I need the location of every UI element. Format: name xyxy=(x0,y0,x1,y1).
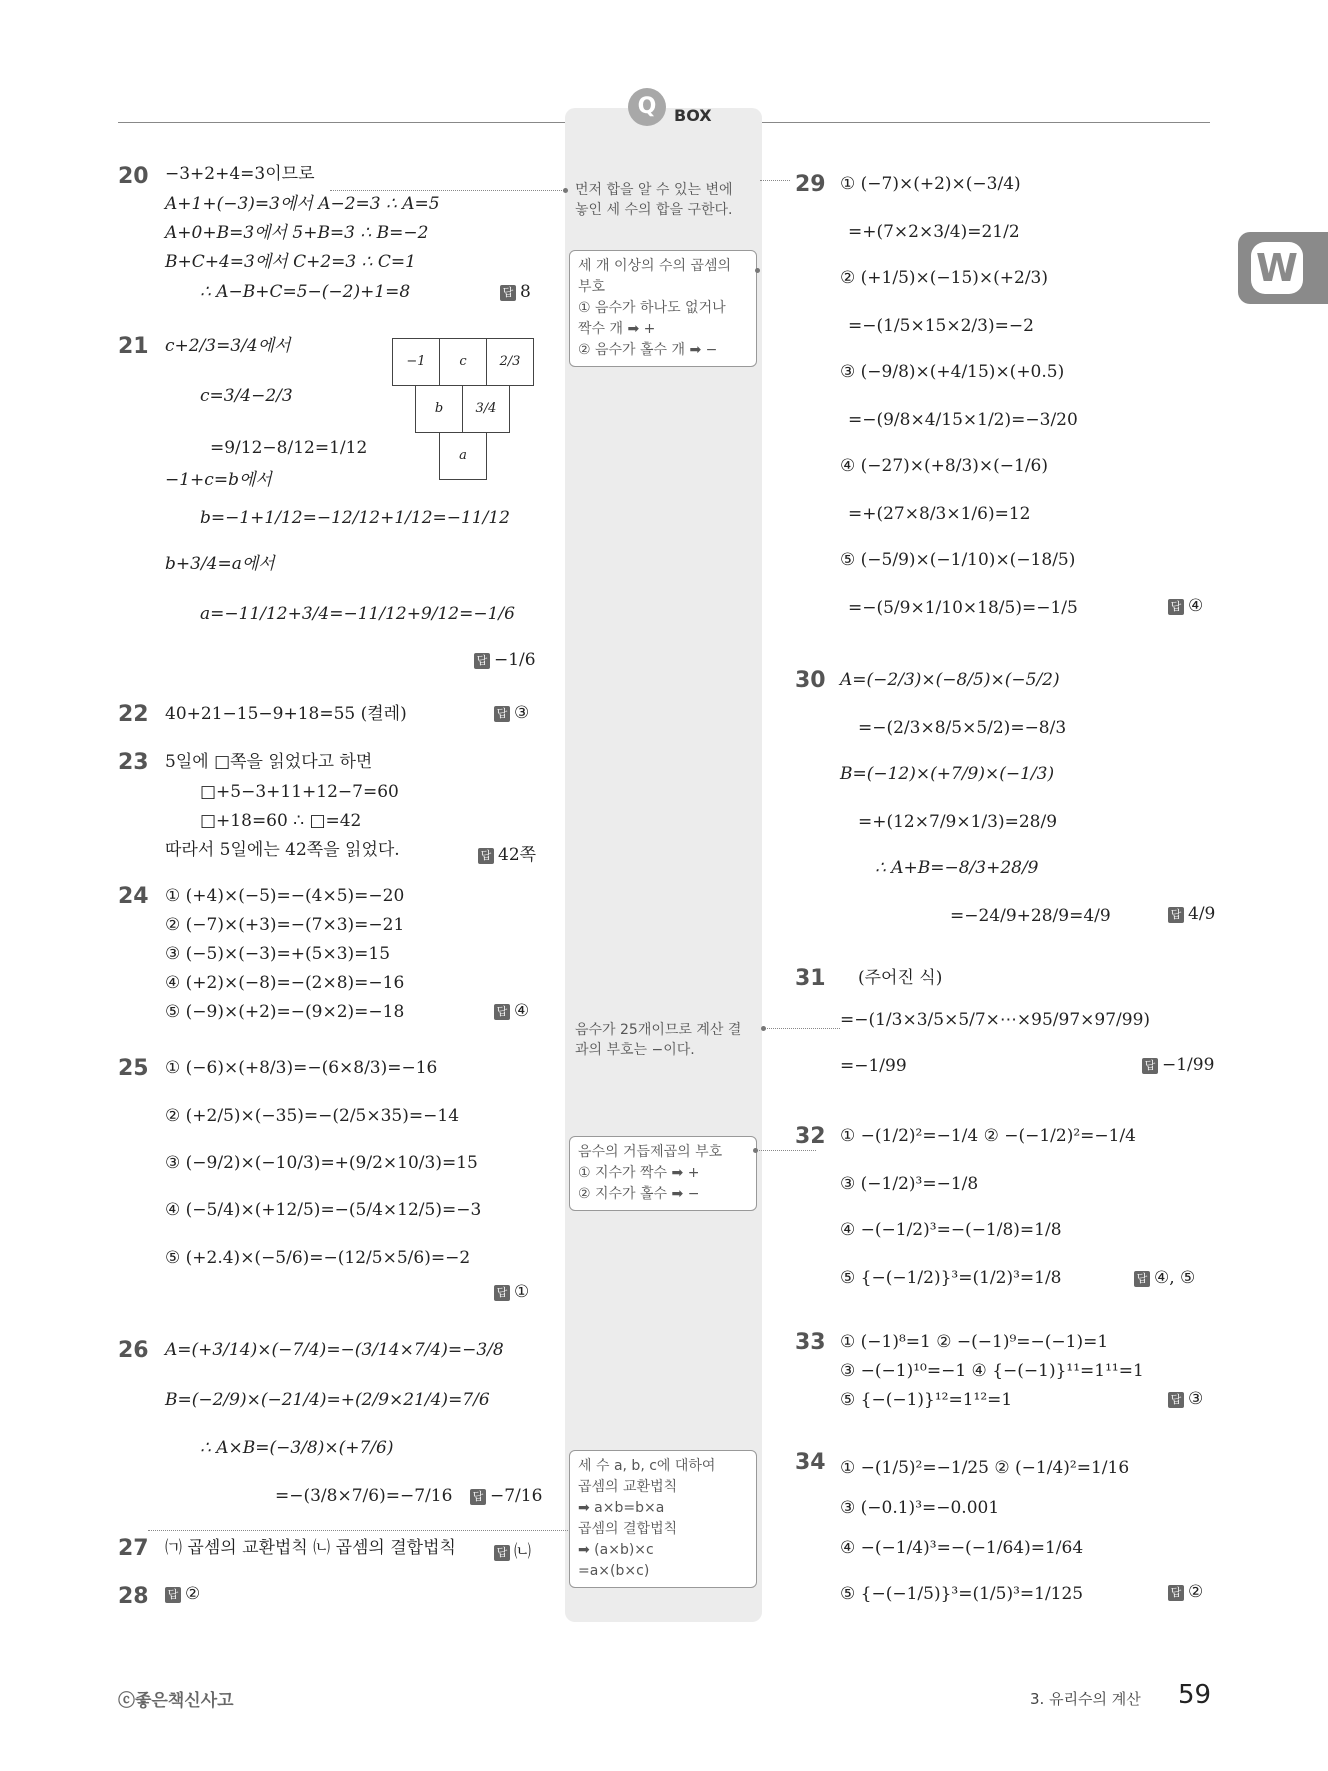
leader-line xyxy=(760,180,790,181)
solution-line: −1+c=b에서 xyxy=(165,470,272,490)
answer xyxy=(494,1537,531,1562)
solution-line: ⑤ {−(−1)}¹²=1¹²=1 xyxy=(840,1390,1013,1410)
solution-line: ④ (−5/4)×(+12/5)=−(5/4×12/5)=−3 xyxy=(165,1200,482,1220)
problem-number: 34 xyxy=(795,1450,826,1475)
answer xyxy=(470,1486,542,1506)
solution-line: A+0+B=3에서 5+B=3 ∴ B=−2 xyxy=(165,223,429,243)
leader-dot xyxy=(753,1148,758,1153)
answer-value: −7/16 xyxy=(490,1486,543,1506)
solution-line: ③ −(−1)¹⁰=−1 ④ {−(−1)}¹¹=1¹¹=1 xyxy=(840,1361,1144,1381)
solution-line: ① (+4)×(−5)=−(4×5)=−20 xyxy=(165,886,405,906)
solution-line: ④ (−27)×(+8/3)×(−1/6) xyxy=(840,456,1049,476)
tip-text xyxy=(575,1020,741,1060)
answer-mark-icon: 답 xyxy=(1142,1058,1158,1074)
solution-line: =+(7×2×3/4)=21/2 xyxy=(848,222,1020,242)
solution-line: ∴ A×B=(−3/8)×(+7/6) xyxy=(200,1438,394,1458)
answer-value: ② xyxy=(1188,1582,1204,1602)
answer xyxy=(1134,1268,1195,1288)
grid-cell: b xyxy=(415,385,463,433)
tip-box xyxy=(569,1136,757,1211)
solution-line: =−(1/5×15×2/3)=−2 xyxy=(848,316,1034,336)
solution-line: =−(2/3×8/5×5/2)=−8/3 xyxy=(858,718,1067,738)
answer-value: ㈁ xyxy=(514,1542,531,1562)
qbox-label: BOX xyxy=(674,106,712,125)
answer-mark-icon: 답 xyxy=(478,848,494,864)
grid-cell: −1 xyxy=(392,338,440,386)
solution-line: a=−11/12+3/4=−11/12+9/12=−1/6 xyxy=(200,604,515,624)
solution-line: b=−1+1/12=−12/12+1/12=−11/12 xyxy=(200,508,510,528)
answer-value: ② xyxy=(185,1584,201,1604)
tip-line: 곱셈의 교환법칙 xyxy=(578,1479,678,1495)
solution-line: B=(−2/9)×(−21/4)=+(2/9×21/4)=7/6 xyxy=(165,1390,490,1410)
leader-dot xyxy=(563,188,568,193)
answer xyxy=(1168,1582,1203,1602)
answer xyxy=(494,1282,529,1302)
answer xyxy=(165,1584,200,1604)
leader-line xyxy=(330,190,568,191)
solution-line: ② (+1/5)×(−15)×(+2/3) xyxy=(840,268,1049,288)
answer-mark-icon: 답 xyxy=(494,1004,510,1020)
solution-line: ∴ A−B+C=5−(−2)+1=8 xyxy=(200,282,411,302)
answer xyxy=(474,650,536,670)
leader-line xyxy=(765,1028,840,1029)
publisher-logo: ⓒ좋은책신사고 xyxy=(118,1691,234,1711)
side-tab xyxy=(1238,232,1328,304)
solution-line: ② (−7)×(+3)=−(7×3)=−21 xyxy=(165,915,405,935)
solution-line: ③ (−5)×(−3)=+(5×3)=15 xyxy=(165,944,391,964)
answer-value: 8 xyxy=(520,282,531,302)
qbox-badge: Q xyxy=(628,88,666,126)
solution-line: ⑤ (+2.4)×(−5/6)=−(12/5×5/6)=−2 xyxy=(165,1248,471,1268)
answer-value: ④ xyxy=(1188,596,1204,616)
tip-line: =a×(b×c) xyxy=(578,1563,650,1579)
answer-mark-icon: 답 xyxy=(470,1489,486,1505)
solution-line: =−1/99 xyxy=(840,1056,907,1076)
grid-cell: c xyxy=(439,338,487,386)
grid-cell: a xyxy=(439,432,487,480)
answer xyxy=(500,282,531,302)
tip-line: ➡ (a×b)×c xyxy=(578,1542,654,1558)
problem-number: 23 xyxy=(118,750,149,775)
answer xyxy=(1168,904,1215,924)
solution-line: □+18=60 ∴ □=42 xyxy=(200,811,362,831)
answer-mark-icon: 답 xyxy=(1134,1271,1150,1287)
answer-value: 4/9 xyxy=(1188,904,1216,924)
answer-mark-icon: 답 xyxy=(1168,1392,1184,1408)
answer xyxy=(1142,1055,1214,1075)
tip-line: 부호 xyxy=(578,279,606,295)
solution-line: A=(+3/14)×(−7/4)=−(3/14×7/4)=−3/8 xyxy=(165,1340,504,1360)
grid-cell: 2/3 xyxy=(486,338,534,386)
solution-line: A+1+(−3)=3에서 A−2=3 ∴ A=5 xyxy=(165,194,440,214)
tip-line: 세 수 a, b, c에 대하여 xyxy=(578,1458,716,1474)
solution-line: c=3/4−2/3 xyxy=(200,386,293,406)
problem-number: 29 xyxy=(795,172,826,197)
solution-line: B+C+4=3에서 C+2=3 ∴ C=1 xyxy=(165,252,416,272)
tip-line: 과의 부호는 −이다. xyxy=(575,1042,695,1058)
tip-line: 세 개 이상의 수의 곱셈의 xyxy=(578,258,732,274)
solution-line: ③ (−0.1)³=−0.001 xyxy=(840,1498,1000,1518)
leader-line xyxy=(756,1150,816,1151)
answer-value: ④, ⑤ xyxy=(1154,1268,1196,1288)
solution-line: =−(5/9×1/10×18/5)=−1/5 xyxy=(848,598,1078,618)
solution-line: 5일에 □쪽을 읽었다고 하면 xyxy=(165,752,373,772)
solution-line: b+3/4=a에서 xyxy=(165,554,275,574)
solution-line: ㈀ 곱셈의 교환법칙 ㈁ 곱셈의 결합법칙 xyxy=(165,1538,456,1558)
solution-line: =−(3/8×7/6)=−7/16 xyxy=(275,1486,453,1506)
answer-mark-icon: 답 xyxy=(500,285,516,301)
section-title: 3. 유리수의 계산 xyxy=(1030,1690,1141,1708)
tip-line: 음수의 거듭제곱의 부호 xyxy=(578,1144,723,1160)
solution-line: ∴ A+B=−8/3+28/9 xyxy=(875,858,1039,878)
solution-line: ① −(1/5)²=−1/25 ② (−1/4)²=1/16 xyxy=(840,1458,1130,1478)
answer-value: −1/6 xyxy=(494,650,536,670)
solution-line: ③ (−9/2)×(−10/3)=+(9/2×10/3)=15 xyxy=(165,1153,478,1173)
answer-mark-icon: 답 xyxy=(474,653,490,669)
problem-number: 21 xyxy=(118,334,149,359)
solution-line: 따라서 5일에는 42쪽을 읽었다. xyxy=(165,840,400,860)
solution-line: ① (−1)⁸=1 ② −(−1)⁹=−(−1)=1 xyxy=(840,1332,1109,1352)
problem-number: 20 xyxy=(118,164,149,189)
problem-number: 25 xyxy=(118,1056,149,1081)
answer-value: −1/99 xyxy=(1162,1055,1215,1075)
page-number: 59 xyxy=(1178,1680,1212,1710)
solution-line: A=(−2/3)×(−8/5)×(−5/2) xyxy=(840,670,1060,690)
answer-mark-icon: 답 xyxy=(494,706,510,722)
answer-mark-icon: 답 xyxy=(494,1285,510,1301)
answer-value: ④ xyxy=(514,1001,530,1021)
solution-line: ③ (−1/2)³=−1/8 xyxy=(840,1174,979,1194)
answer-mark-icon: 답 xyxy=(165,1587,181,1603)
answer xyxy=(1168,596,1203,616)
solution-line: ③ (−9/8)×(+4/15)×(+0.5) xyxy=(840,362,1065,382)
solution-line: ⑤ {−(−1/2)}³=(1/2)³=1/8 xyxy=(840,1268,1062,1288)
tip-line: 음수가 25개이므로 계산 결 xyxy=(575,1022,742,1038)
problem-number: 28 xyxy=(118,1584,149,1609)
solution-line: ① −(1/2)²=−1/4 ② −(−1/2)²=−1/4 xyxy=(840,1126,1136,1146)
solution-line: ② (+2/5)×(−35)=−(2/5×35)=−14 xyxy=(165,1106,460,1126)
problem-number: 33 xyxy=(795,1330,826,1355)
solution-line: ① (−7)×(+2)×(−3/4) xyxy=(840,174,1021,194)
problem-number: 30 xyxy=(795,668,826,693)
answer xyxy=(494,1001,529,1021)
answer-value: 42쪽 xyxy=(498,845,537,865)
problem-number: 22 xyxy=(118,702,149,727)
solution-line: □+5−3+11+12−7=60 xyxy=(200,782,399,802)
tip-line: 곱셈의 결합법칙 xyxy=(578,1521,678,1537)
tip-line: 놓인 세 수의 합을 구한다. xyxy=(575,202,733,218)
tip-line: ① 음수가 하나도 없거나 xyxy=(578,300,726,316)
solution-line: =+(27×8/3×1/6)=12 xyxy=(848,504,1031,524)
solution-line: B=(−12)×(+7/9)×(−1/3) xyxy=(840,764,1055,784)
side-tab-letter: W xyxy=(1251,242,1303,294)
solution-line: =+(12×7/9×1/3)=28/9 xyxy=(858,812,1058,832)
leader-line xyxy=(148,1530,568,1531)
problem-number: 32 xyxy=(795,1124,826,1149)
answer-value: ① xyxy=(514,1282,530,1302)
tip-line: ② 지수가 홀수 ➡ − xyxy=(578,1186,700,1202)
solution-line: c+2/3=3/4에서 xyxy=(165,336,291,356)
tip-line: ② 음수가 홀수 개 ➡ − xyxy=(578,342,718,358)
tip-line: 짝수 개 ➡ + xyxy=(578,321,656,337)
answer xyxy=(1168,1389,1203,1409)
solution-line: =−(1/3×3/5×5/7×⋯×95/97×97/99) xyxy=(840,1010,1151,1030)
problem-number: 31 xyxy=(795,966,826,991)
solution-line: ⑤ (−5/9)×(−1/10)×(−18/5) xyxy=(840,550,1076,570)
problem-number: 24 xyxy=(118,884,149,909)
solution-line: −3+2+4=3이므로 xyxy=(165,164,315,184)
answer xyxy=(478,840,536,865)
answer-value: ③ xyxy=(1188,1389,1204,1409)
tip-line: ➡ a×b=b×a xyxy=(578,1500,665,1516)
solution-line: ⑤ {−(−1/5)}³=(1/5)³=1/125 xyxy=(840,1584,1084,1604)
solution-line: =9/12−8/12=1/12 xyxy=(210,438,368,458)
solution-line: ① (−6)×(+8/3)=−(6×8/3)=−16 xyxy=(165,1058,438,1078)
answer-value: ③ xyxy=(514,703,530,723)
solution-line: 40+21−15−9+18=55 (켤레) xyxy=(165,704,407,724)
tip-line: ① 지수가 짝수 ➡ + xyxy=(578,1165,700,1181)
answer xyxy=(494,703,529,723)
problem-number: 26 xyxy=(118,1338,149,1363)
answer-mark-icon: 답 xyxy=(494,1545,510,1561)
leader-dot xyxy=(761,1026,766,1031)
solution-line: ④ −(−1/4)³=−(−1/64)=1/64 xyxy=(840,1538,1084,1558)
answer-mark-icon: 답 xyxy=(1168,599,1184,615)
tip-box xyxy=(569,1450,757,1588)
solution-line: ④ −(−1/2)³=−(−1/8)=1/8 xyxy=(840,1220,1062,1240)
solution-line: (주어진 식) xyxy=(858,968,943,988)
solution-line: =−(9/8×4/15×1/2)=−3/20 xyxy=(848,410,1078,430)
grid-cell: 3/4 xyxy=(462,385,510,433)
solution-line: ⑤ (−9)×(+2)=−(9×2)=−18 xyxy=(165,1002,405,1022)
answer-mark-icon: 답 xyxy=(1168,1585,1184,1601)
problem-number: 27 xyxy=(118,1536,149,1561)
answer-mark-icon: 답 xyxy=(1168,907,1184,923)
solution-line: =−24/9+28/9=4/9 xyxy=(950,906,1111,926)
leader-dot xyxy=(755,268,760,273)
tip-line: 먼저 합을 알 수 있는 변에 xyxy=(575,182,733,198)
tip-text xyxy=(575,180,733,220)
solution-line: ④ (+2)×(−8)=−(2×8)=−16 xyxy=(165,973,405,993)
tip-box xyxy=(569,250,757,367)
